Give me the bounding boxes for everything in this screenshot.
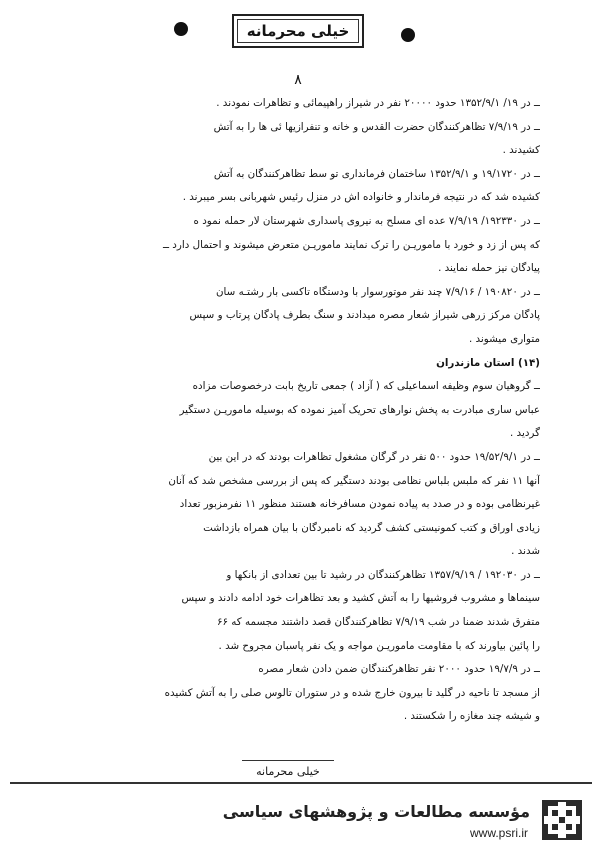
bottom-classification-stamp: خیلی محرمانه <box>242 760 334 784</box>
classification-stamp <box>232 14 364 48</box>
body-line: پیادگان نیز حمله نمایند . <box>438 262 540 275</box>
body-line: ــ در ۱۹/۵۲/۹/۱ حدود ۵۰۰ نفر در گرگان مشغول تظاهرات بودند که در این بین <box>208 450 540 463</box>
body-line: زیادی اوراق و کتب کمونیستی کشف گردید که نامبردگان با بیان همراه بازداشت <box>203 521 540 534</box>
body-line: ــ در ۱۹۲۰۳۰ / ۱۳۵۷/۹/۱۹ تظاهرکنندگان در رشید تا بین تعدادی از بانکها و <box>226 568 540 581</box>
institute-logo-icon <box>540 798 584 842</box>
institute-website: www.psri.ir <box>469 826 528 840</box>
body-line: متواری میشوند . <box>468 332 540 345</box>
body-line: ــ گروهیان سوم وظیفه اسماعیلی که ( آزاد ) جمعی تاریخ بابت درخصوصات مزاده <box>192 380 540 393</box>
body-line: از مسجد تا ناحیه در گلید تا بیرون خارج شده و در ستوران تالوس صلی را به آتش کشیده <box>164 686 540 699</box>
section-heading: (۱۴) استان مازندران <box>436 356 540 369</box>
body-line: ــ در ۱۹/۱۷۲۰ و ۱۳۵۲/۹/۱ ساختمان فرمانداری تو سط تظاهرکنندگان به آتش <box>213 167 540 180</box>
body-line: عباس ساری مبادرت به پخش نوارهای تحریک آمیز نموده که بوسیله ماموریـن دستگیر <box>179 403 540 416</box>
stamp-border <box>237 19 359 43</box>
body-line: ــ در ۱۹/ ۱۳۵۲/۹/۱ حدود ۲۰۰۰۰ نفر در شیراز راهپیمائی و تظاهرات نمودند . <box>216 97 540 109</box>
body-line: کشیده شد که در نتیجه فرماندار و خانواده اش در منزل رئیس شهربانی بسر میبرند . <box>182 191 540 204</box>
body-line: و شیشه چند مغازه را شکستند . <box>403 710 540 723</box>
bottom-divider <box>10 782 592 784</box>
punch-hole <box>401 28 415 42</box>
body-line: پادگان مرکز زرهی شیراز شعار مصره میدادند و سنگ بطرف پادگان پرتاب و سپس <box>189 309 540 322</box>
page-number: ۸ <box>294 72 302 88</box>
body-line: ــ در ۱۹/۷/۹ حدود ۲۰۰۰ نفر تظاهرکنندگان ضمن دادن شعار مصره <box>258 663 540 676</box>
institute-name: مؤسسه مطالعات و پژوهشهای سیاسی <box>222 802 530 821</box>
body-line: ــ در ۱۹۰۸۲۰ / ۷/۹/۱۶ چند نفر موتورسوار با ودستگاه تاکسی بار رشتـه سان <box>215 285 540 298</box>
body-line: سینماها و مشروب فروشیها را به آتش کشید و بعد تظاهرات خود ادامه دادند و سپس <box>181 592 540 605</box>
body-line: آنها ۱۱ نفر که ملبس بلباس نظامی بودند دستگیر که پس از بررسی مشخص شد که آنان <box>168 474 540 487</box>
body-line: ــ در ۷/۹/۱۹ تظاهرکنندگان حضرت القدس و خانه و تنفرازیها ئی ها را به آتش <box>213 120 540 133</box>
body-line: متفرق شدند ضمنا در شب ۷/۹/۱۹ تظاهرکنندگان قصد داشتند مجسمه که ۶۶ <box>216 616 540 629</box>
body-line: کشیدند . <box>502 144 540 157</box>
body-line: ــ در ۱۹۲۳۳۰/ ۷/۹/۱۹ عده ای مسلح به نیروی پاسداری شهرستان لار حمله نمود ه <box>193 214 540 227</box>
punch-hole <box>174 22 188 36</box>
body-line: را پائین بیاورند که با مقاومت ماموریـن مواجه و یک نفر پاسبان مجروح شد . <box>218 639 540 652</box>
document-body <box>40 92 540 729</box>
body-line: غیرنظامی بوده و در صدد به پیاده نمودن مسافرخانه هستند منظور ۱۱ نفرمزبور تعداد <box>179 498 540 511</box>
body-line: که پس از زد و خورد با ماموریـن را ترک نمایند ماموریـن متعرض میشوند و احتمال دارد ــ <box>163 238 540 251</box>
body-line: گردید . <box>510 427 540 440</box>
stamp-label: خیلی محرمانه <box>246 22 350 40</box>
body-line: شدند . <box>511 545 540 558</box>
